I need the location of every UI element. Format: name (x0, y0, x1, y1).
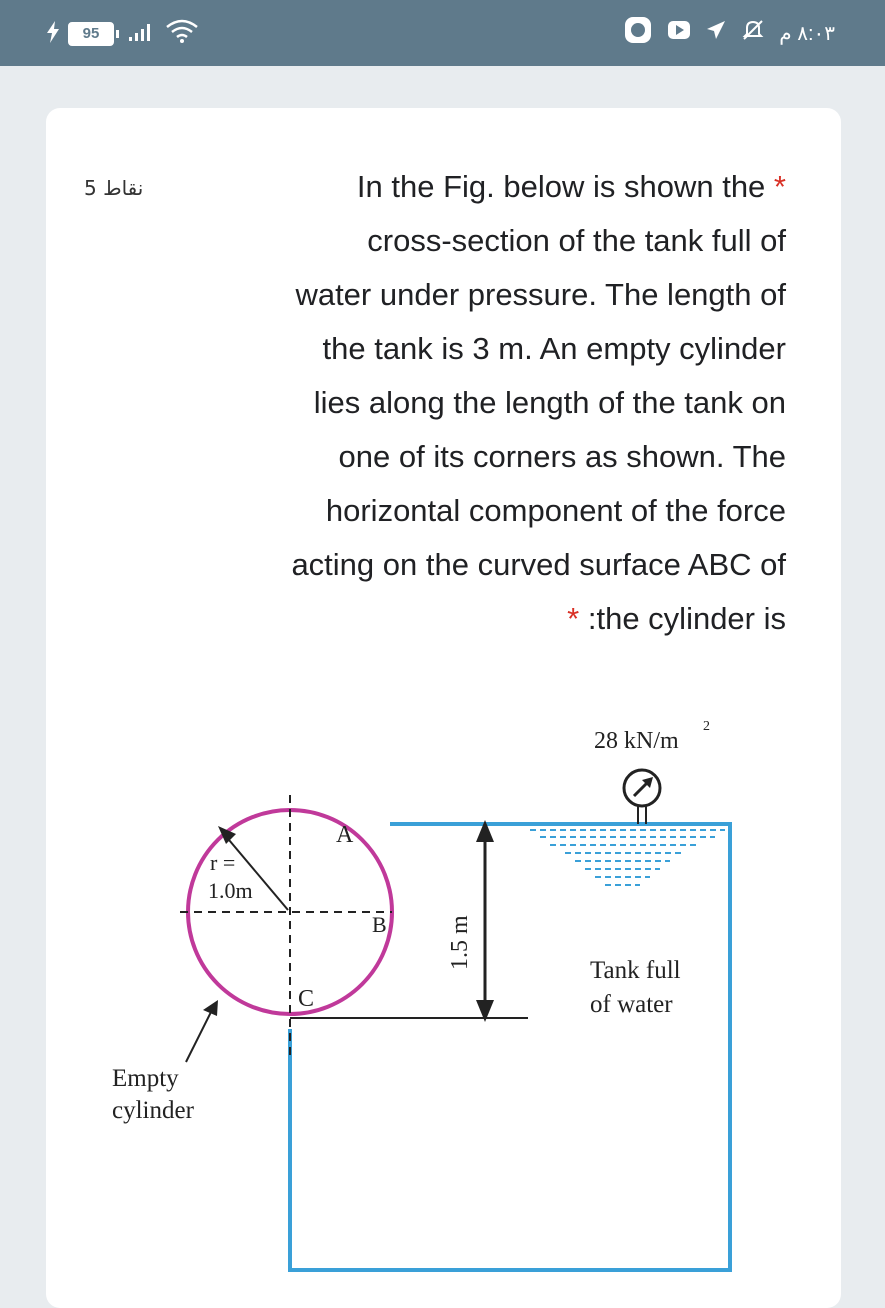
question-line: In the Fig. below is shown the * (356, 169, 786, 204)
clock: ٨:٠٣ م (779, 22, 835, 45)
pressure-exponent: 2 (703, 719, 710, 734)
depth-label: 1.5 m (447, 915, 473, 970)
pressure-label: 28 kN/m (594, 728, 679, 754)
silent-icon (741, 18, 765, 48)
signal-icon (127, 21, 157, 48)
cylinder-label: cylinder (112, 1097, 194, 1124)
cylinder-label: Empty (112, 1065, 179, 1092)
app-icon (623, 15, 653, 51)
radius-label: r = (210, 850, 236, 875)
question-line: the tank is 3 m. An empty cylinder (322, 331, 786, 366)
telegram-icon (705, 19, 727, 47)
label-c: C (298, 986, 315, 1012)
tank-label: of water (590, 991, 673, 1018)
tank-outline (290, 824, 730, 1270)
question-line: * :the cylinder is (567, 601, 786, 636)
required-mark: * (773, 169, 786, 204)
status-left (46, 20, 199, 48)
question-line: lies along the length of the tank on (313, 385, 786, 420)
battery-indicator: 95 (68, 22, 114, 46)
lightning-icon (46, 21, 60, 48)
question-text (170, 160, 786, 646)
question-line: one of its corners as shown. The (338, 439, 786, 474)
radius-value: 1.0m (208, 878, 253, 903)
label-b: B (372, 912, 387, 937)
question-line: horizontal component of the force (325, 493, 786, 528)
status-bar (0, 0, 885, 66)
youtube-icon (667, 19, 691, 47)
required-mark: * (567, 601, 580, 636)
wifi-icon (165, 19, 199, 50)
cylinder-pointer-arrow (186, 1006, 214, 1062)
status-right (623, 18, 835, 48)
question-line: water under pressure. The length of (295, 277, 786, 312)
tank-label: Tank full (590, 957, 681, 984)
tank-figure (100, 700, 840, 1280)
question-line: acting on the curved surface ABC of (291, 547, 786, 582)
points-label: 5 نقاط (84, 176, 144, 200)
question-line: cross-section of the tank full of (367, 223, 786, 258)
battery-nub (116, 30, 119, 38)
water-surface (530, 830, 725, 885)
label-a: A (336, 822, 354, 848)
